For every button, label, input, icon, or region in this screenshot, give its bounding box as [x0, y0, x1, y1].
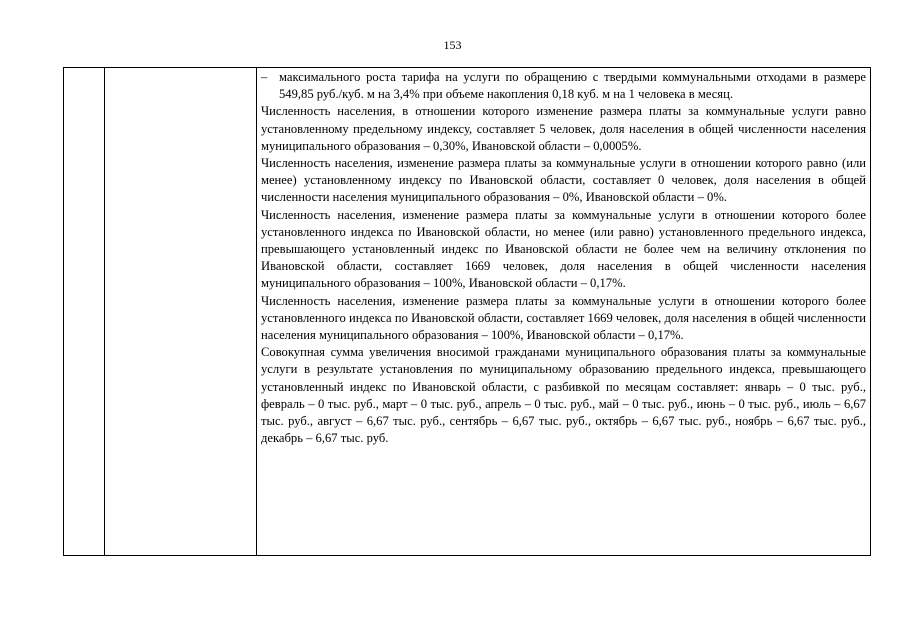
table-cell-number: [64, 68, 105, 556]
bullet-dash: –: [261, 70, 268, 84]
paragraph-population-below-index: Численность населения, изменение размера платы за коммунальные услуги в отношении которого равно (или менее) установленному индексу по Ивановской области, составляет 0 человек, доля населения в общей численности населения муниципального образования – 0%, Ивановской области – 0%.: [261, 156, 866, 205]
paragraph-population-between-indexes: Численность населения, изменение размера платы за коммунальные услуги в отношении которого более установленного индекса по Ивановской области, но менее (или равно) установленного предельного индекса, превышающего установленный индекс по Ивановской области не более чем на величину отклонения по Ивановской области, составляет 1669 человек, доля населения в общей численности населения муниципального образования – 100%, Ивановской области – 0,17%.: [261, 207, 866, 291]
paragraph-population-equal-limit: Численность населения, в отношении которого изменение размера платы за коммунальные услуги равно установленному предельному индексу, составляет 5 человек, доля населения в общей численности населения муниципального образования – 0,30%, Ивановской области – 0,0005%.: [261, 104, 866, 153]
table-row: [64, 68, 871, 556]
paragraph-population-above-index: Численность населения, изменение размера платы за коммунальные услуги в отношении которого более установленного индекса по Ивановской области, составляет 1669 человек, доля населения в общей численности населения муниципального образования – 100%, Ивановской области – 0,17%.: [261, 293, 866, 343]
bullet-item: [261, 69, 866, 103]
paragraph-total-increase: Совокупная сумма увеличения вносимой гражданами муниципального образования платы за коммунальные услуги в результате установления по муниципальному образованию предельного индекса, превышающего установленный индекс по Ивановской области, с разбивкой по месяцам составляет: январь – 0 тыс. руб., февраль – 0 тыс. руб., март – 0 тыс. руб., апрель – 0 тыс. руб., май – 0 тыс. руб., июнь – 0 тыс. руб., июль – 6,67 тыс. руб., август – 6,67 тыс. руб., сентябрь – 6,67 тыс. руб., октябрь – 6,67 тыс. руб., ноябрь – 6,67 тыс. руб., декабрь – 6,67 тыс. руб.: [261, 345, 866, 446]
document-table: [63, 67, 871, 556]
page-number: 153: [443, 38, 462, 52]
table-cell-name: [105, 68, 257, 556]
bullet-text: максимального роста тарифа на услуги по обращению с твердыми коммунальными отходами в размере 549,85 руб./куб. м на 3,4% при объеме накопления 0,18 куб. м на 1 человека в месяц.: [279, 70, 866, 102]
table-cell-description: [257, 68, 871, 556]
